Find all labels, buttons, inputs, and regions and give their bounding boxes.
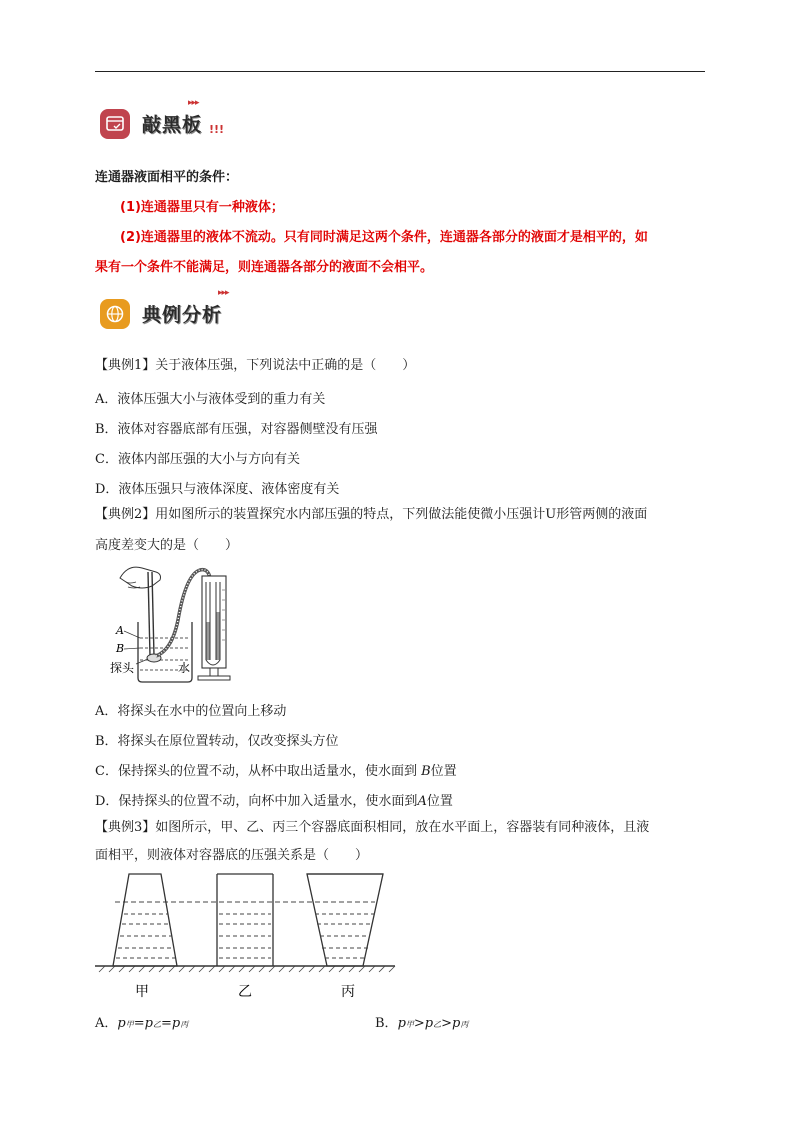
q1-option-b: B．液体对容器底部有压强，对容器侧壁没有压强 (95, 422, 378, 437)
hand-drawing (120, 567, 161, 588)
q2-option-b: B．将探头在原位置转动，仅改变探头方位 (95, 734, 339, 749)
notes-item-2-line-2: 果有一个条件不能满足，则连通器各部分的液面不会相平。 (95, 260, 434, 275)
q1-option-c: C．液体内部压强的大小与方向有关 (95, 452, 300, 467)
notes-heading: 连通器液面相平的条件： (95, 170, 239, 185)
containers-figure (95, 866, 405, 1001)
q2-option-a: A．将探头在水中的位置向上移动 (95, 704, 287, 719)
blackboard-section-tag (100, 98, 225, 140)
q3-stem-line-2: 面相平，则液体对容器底的压强关系是（ ） (95, 848, 369, 863)
q1-stem: 【典例1】关于液体压强，下列说法中正确的是（ ） (95, 358, 416, 373)
label-jia: 甲 (135, 984, 149, 1000)
u-tube-liquid-left (207, 622, 210, 660)
q2-option-d: D．保持探头的位置不动，向杯中加入适量水，使水面到A位置 (95, 794, 453, 809)
notes-item-1: (1)连通器里只有一种液体； (120, 200, 284, 215)
container-bing (307, 874, 383, 966)
u-tube-liquid-right (217, 612, 220, 660)
label-yi: 乙 (238, 984, 252, 1000)
q2-stem-line-2: 高度差变大的是（ ） (95, 538, 239, 553)
figure-label-a: A (116, 624, 124, 637)
q3-option-b: B．p甲>p乙>p丙 (375, 1016, 469, 1031)
figure-label-b: B (116, 642, 125, 655)
q1-option-d: D．液体压强只与液体深度、液体密度有关 (95, 482, 340, 497)
container-jia (113, 874, 177, 966)
container-yi (217, 874, 273, 966)
q1-option-a: A．液体压强大小与液体受到的重力有关 (95, 392, 326, 407)
label-bing: 丙 (341, 984, 355, 1000)
q3-option-a: A．p甲=p乙=p丙 (95, 1016, 189, 1031)
blackboard-arrows: ▸▸▸ (188, 98, 199, 108)
blackboard-icon (100, 109, 130, 139)
figure-label-water: 水 (178, 661, 191, 675)
stand-base (198, 676, 230, 680)
blackboard-title: 敲黑板 (142, 114, 203, 136)
examples-section-tag (100, 288, 229, 330)
examples-title: 典例分析 (142, 304, 223, 326)
header-rule (95, 71, 705, 72)
globe-icon (100, 299, 130, 329)
examples-arrows: ▸▸▸ (218, 288, 229, 298)
notes-item-2-line-1: (2)连通器里的液体不流动。只有同时满足这两个条件，连通器各部分的液面才是相平的，如 (120, 230, 648, 245)
q2-option-c: C．保持探头的位置不动，从杯中取出适量水，使水面到 B位置 (95, 764, 457, 779)
q3-stem-line-1: 【典例3】如图所示，甲、乙、丙三个容器底面积相同，放在水平面上，容器装有同种液体，且液 (95, 820, 650, 835)
figure-label-probe: 探头 (110, 661, 135, 675)
q2-stem-line-1: 【典例2】用如图所示的装置探究水内部压强的特点，下列做法能使微小压强计U形管两侧的液面 (95, 507, 648, 522)
blackboard-bang: !!! (209, 122, 225, 136)
pressure-gauge-figure (110, 560, 250, 690)
